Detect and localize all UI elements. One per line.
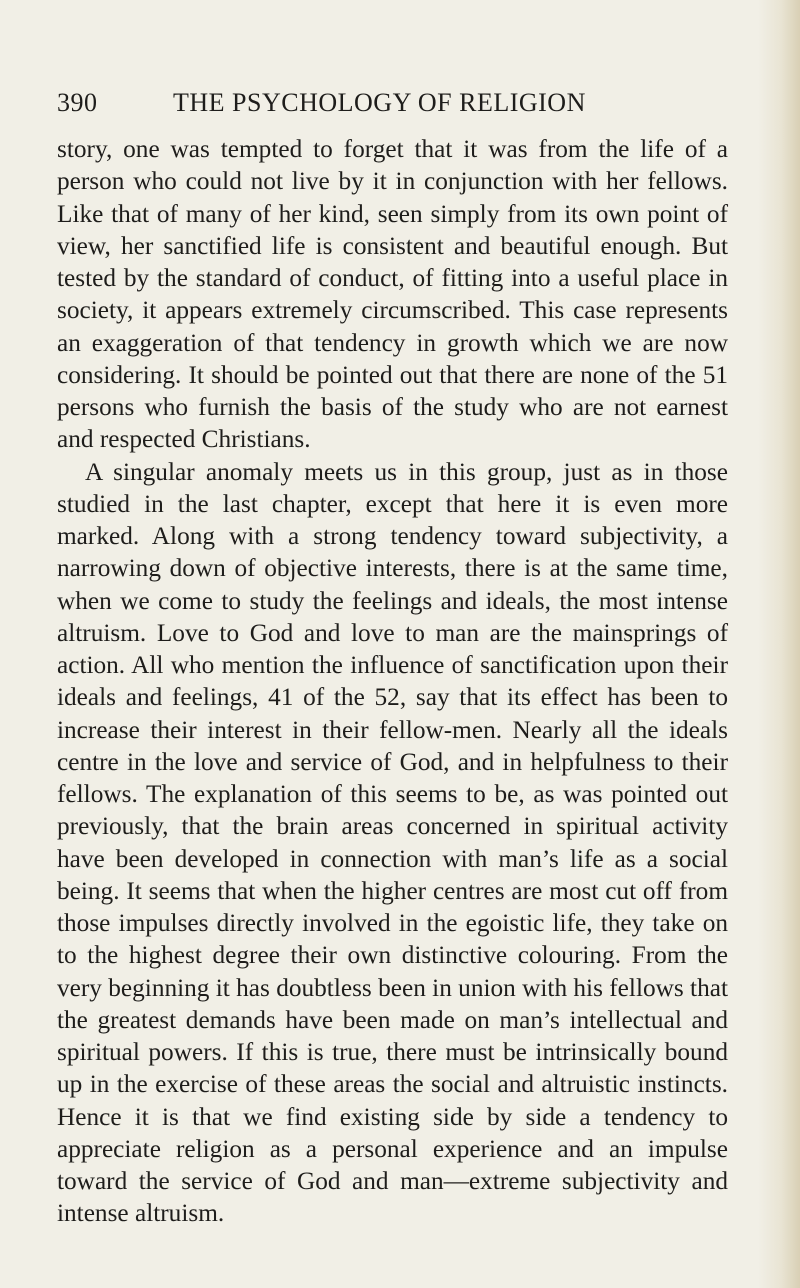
page-header bbox=[57, 86, 657, 120]
running-title: THE PSYCHOLOGY OF RELIGION bbox=[173, 88, 586, 117]
body-text bbox=[57, 133, 728, 1230]
paragraph-2: A singular anomaly meets us in this group, just as in those studied in the last chapter, except that here it is even more marked. Along with a strong tendency toward subjectivity, a narrowing down of objective interests, there is at the same time, when we come to study the feelings and ideals, the most intense altruism. Love to God and love to man are the mainsprings of action. All who mention the influence of sanctification upon their ideals and feelings, 41 of the 52, say that its effect has been to increase their interest in their fellow-men. Nearly all the ideals centre in the love and service of God, and in helpfulness to their fellows. The explanation of this seems to be, as was pointed out previously, that the brain areas concerned in spiritual activity have been developed in connection with man’s life as a social being. It seems that when the higher centres are most cut off from those impulses directly involved in the egoistic life, they take on to the highest degree their own distinctive colouring. From the very beginning it has doubtless been in union with his fellows that the greatest demands have been made on man’s intellectual and spiritual powers. If this is true, there must be intrinsically bound up in the exercise of these areas the social and altruistic instincts. Hence it is that we find existing side by side a tendency to appreciate religion as a personal experience and an impulse toward the service of God and man—extreme subjectivity and intense altruism. bbox=[57, 457, 728, 1228]
page-edge-shadow bbox=[758, 0, 800, 1288]
page-number: 390 bbox=[57, 88, 98, 117]
paragraph-1: story, one was tempted to forget that it was from the life of a person who could not live by it in conjunction with her fellows. Like that of many of her kind, seen simply from its own point of view, her sanctified life is consistent and beautiful enough. But tested by the standard of conduct, of fitting into a useful place in society, it appears extremely circumscribed. This case represents an exaggeration of that tendency in growth which we are now considering. It should be pointed out that there are none of the 51 persons who furnish the basis of the study who are not earnest and respected Christians. bbox=[57, 135, 728, 454]
